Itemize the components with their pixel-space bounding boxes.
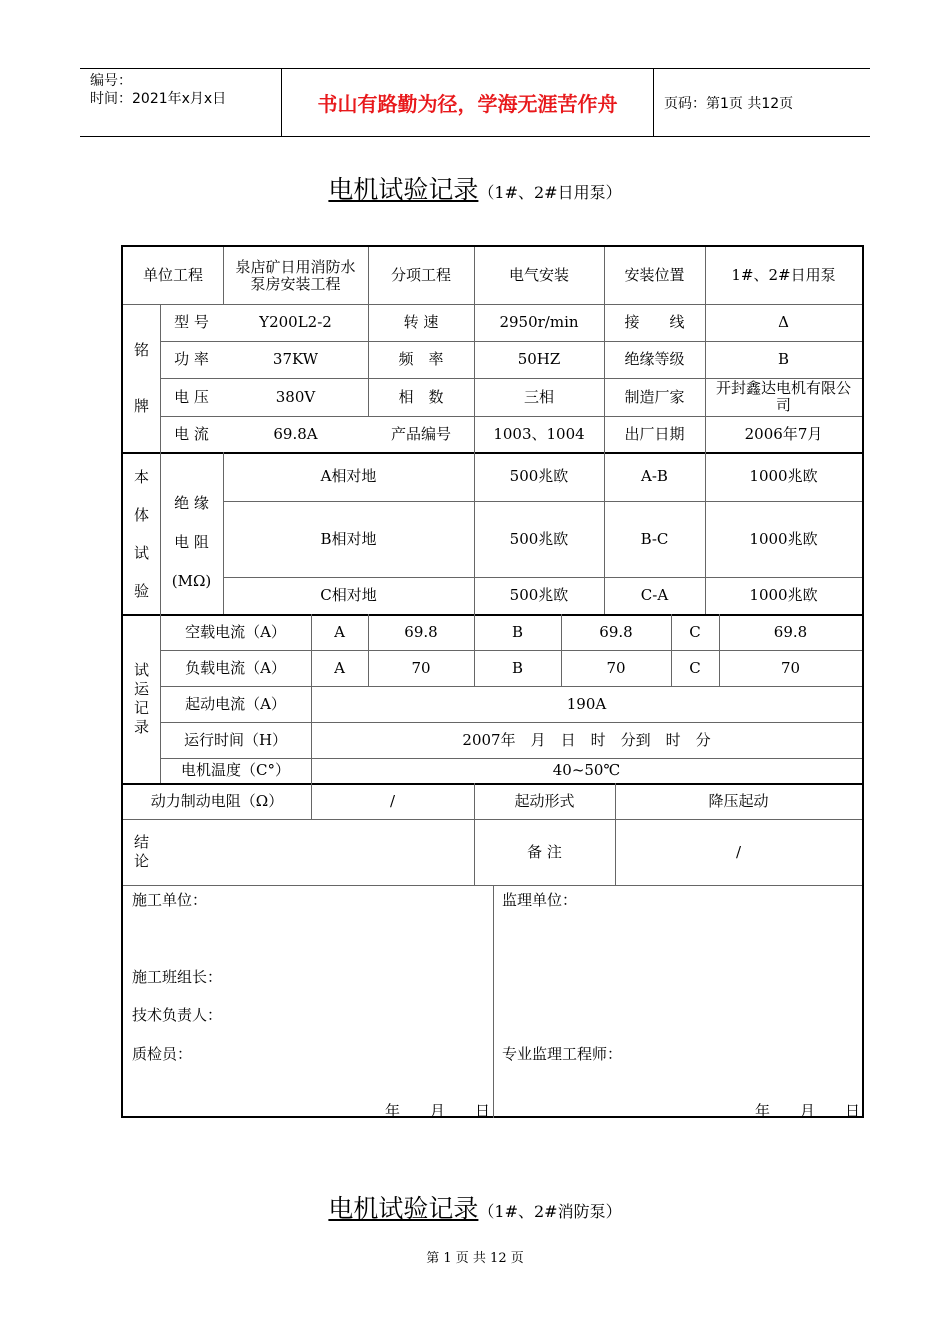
body-test-side-4: 验 (133, 582, 149, 600)
model-value: Y200L2-2 (259, 313, 332, 331)
noload-current-label: 空载电流（A） (185, 622, 286, 641)
tech-lead-label: 技术负责人： (132, 1006, 223, 1024)
run-test-side-3: 记 (133, 698, 149, 717)
load-value-b: 70 (606, 658, 626, 677)
wiring-value: Δ (778, 313, 789, 331)
load-phase-b: B (511, 658, 524, 677)
manufacturer-label: 制造厂家 (624, 387, 685, 406)
next-record-title-main: 电机试验记录 (328, 1194, 479, 1223)
noload-phase-a: A (334, 622, 345, 641)
a-to-ground-label: A相对地 (320, 467, 377, 485)
b-c-value: 1000兆欧 (749, 529, 818, 548)
power-label: 功 率 (174, 350, 209, 368)
nameplate-side-top: 铭 (133, 340, 149, 359)
install-position-value: 1#、2#日用泵 (731, 266, 836, 284)
run-time-value: 2007年 月 日 时 分到 时 分 (462, 730, 711, 749)
c-to-ground-label: C相对地 (320, 586, 377, 604)
sub-project-label: 分项工程 (390, 266, 451, 284)
brake-resistance-label: 动力制动电阻（Ω） (150, 791, 284, 810)
voltage-label: 电 压 (174, 387, 209, 406)
time-label: 时间：2021年x月x日 (90, 91, 227, 107)
header-meta (80, 69, 281, 136)
page-footer: 第 1 页 共 12 页 (426, 1251, 524, 1266)
frequency-value: 50HZ (517, 350, 561, 368)
page-header (80, 68, 870, 137)
construction-unit-label: 施工单位： (132, 891, 208, 909)
header-page-info: 页码：第1页 共12页 (664, 95, 794, 112)
noload-value-a: 69.8 (404, 622, 438, 641)
unit-project-label: 单位工程 (142, 266, 203, 284)
speed-value: 2950r/min (499, 313, 579, 331)
start-form-value: 降压起动 (708, 791, 769, 810)
construction-sign-date: 年 月 日 (385, 1102, 491, 1120)
b-to-ground-value: 500兆欧 (509, 529, 569, 548)
nameplate-side-bottom: 牌 (133, 396, 149, 415)
remark-label: 备 注 (527, 842, 562, 861)
nameplate-side-label (123, 304, 160, 452)
supervision-sign-date: 年 月 日 (755, 1102, 861, 1120)
voltage-value: 380V (275, 387, 316, 406)
factory-date-label: 出厂日期 (624, 424, 685, 443)
model-label: 型 号 (174, 313, 209, 331)
run-test-side-label (123, 614, 160, 783)
sub-project-value: 电气安装 (508, 266, 569, 284)
body-test-side-3: 试 (133, 544, 149, 562)
a-to-ground-value: 500兆欧 (509, 467, 569, 485)
header-motto: 书山有路勤为径，学海无涯苦作舟 (281, 69, 654, 136)
supervision-engineer-label: 专业监理工程师： (502, 1045, 623, 1063)
record-title-main: 电机试验记录 (328, 175, 479, 204)
install-position-label: 安装位置 (624, 266, 685, 284)
start-current-label: 起动电流（A） (185, 694, 286, 713)
wiring-label: 接 线 (624, 313, 685, 331)
c-to-ground-value: 500兆欧 (509, 586, 569, 604)
insulation-resistance-line-2: 电 阻 (174, 533, 209, 551)
run-time-label: 运行时间（H） (183, 730, 288, 749)
supervision-unit-label: 监理单位： (502, 891, 578, 909)
conclusion-side-1: 结 (133, 833, 149, 851)
number-label: 编号： (90, 73, 132, 89)
insulation-resistance-label (160, 452, 223, 614)
run-test-side-4: 录 (133, 717, 149, 736)
frequency-label: 频 率 (398, 350, 444, 368)
next-record-title-sub: （1#、2#消防泵） (478, 1202, 622, 1221)
noload-phase-c: C (689, 622, 701, 641)
motor-temp-label: 电机温度（C°） (181, 761, 290, 779)
b-c-label: B-C (640, 529, 669, 548)
load-value-c: 70 (780, 658, 801, 677)
run-test-side-2: 运 (133, 679, 149, 698)
load-phase-c: C (689, 658, 701, 677)
b-to-ground-label: B相对地 (320, 529, 377, 548)
noload-phase-b: B (511, 622, 524, 641)
motor-temp-value: 40~50℃ (552, 761, 621, 779)
conclusion-side-label (123, 819, 160, 885)
start-current-value: 190A (566, 694, 607, 713)
team-leader-label: 施工班组长： (132, 968, 223, 986)
phase-value: 三相 (523, 387, 554, 406)
insulation-class-value: B (777, 350, 790, 368)
load-current-label: 负载电流（A） (185, 658, 286, 677)
factory-date-value: 2006年7月 (744, 424, 823, 443)
insulation-resistance-line-1: 绝 缘 (174, 494, 209, 512)
current-label: 电 流 (174, 424, 209, 443)
start-form-label: 起动形式 (514, 791, 575, 810)
serial-label: 产品编号 (390, 424, 451, 443)
power-value: 37KW (272, 350, 319, 368)
quality-inspector-label: 质检员： (132, 1045, 193, 1063)
a-b-label: A-B (641, 467, 668, 485)
body-test-side-1: 本 (133, 468, 149, 486)
manufacturer-value: 开封鑫达电机有限公司 (715, 379, 851, 414)
body-test-side-2: 体 (133, 506, 149, 524)
a-b-value: 1000兆欧 (749, 467, 818, 485)
insulation-class-label: 绝缘等级 (624, 350, 685, 368)
current-value: 69.8A (273, 424, 318, 443)
load-value-a: 70 (411, 658, 431, 677)
next-record-title (0, 1189, 950, 1225)
insulation-resistance-line-3: (MΩ) (171, 572, 212, 590)
noload-value-c: 69.8 (773, 622, 808, 641)
conclusion-side-2: 论 (133, 852, 149, 870)
unit-project-value: 泉店矿日用消防水泵房安装工程 (235, 257, 356, 293)
body-test-side-label (123, 452, 160, 614)
speed-label: 转 速 (403, 313, 439, 331)
remark-value: / (735, 842, 742, 861)
load-phase-a: A (334, 658, 345, 677)
phase-label: 相 数 (398, 387, 444, 406)
noload-value-b: 69.8 (599, 622, 633, 641)
run-test-side-1: 试 (133, 660, 149, 679)
c-a-label: C-A (640, 586, 669, 604)
serial-value: 1003、1004 (493, 424, 585, 443)
record-title-sub: （1#、2#日用泵） (478, 183, 622, 202)
motor-test-record-table (121, 245, 864, 1118)
brake-resistance-value: / (389, 791, 396, 810)
c-a-value: 1000兆欧 (749, 586, 818, 604)
record-title (0, 170, 950, 206)
